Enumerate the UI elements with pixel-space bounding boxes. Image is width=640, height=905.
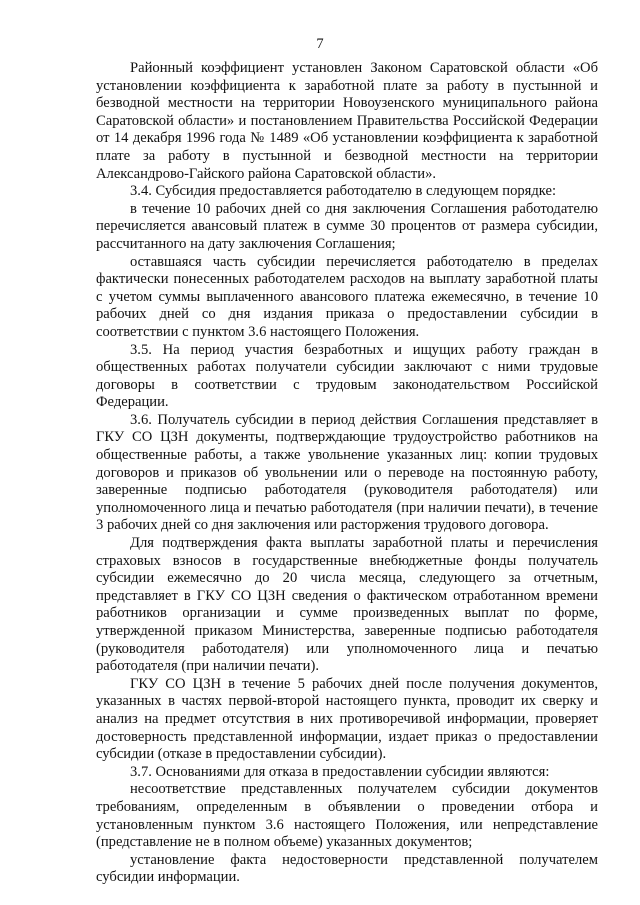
paragraph-3-4-heading: 3.4. Субсидия предоставляется работодателю в следующем порядке: [130, 183, 557, 200]
page-number: 7 [316, 36, 324, 52]
paragraph-3-5: 3.5. На период участия безработных и ищущих работу граждан в общественных работах получатели субсидии заключают с ними трудовые договоры в соответствии с трудовым законодательством Российской Федерации. [96, 341, 598, 411]
paragraph-regional-coefficient: Районный коэффициент установлен Законом Саратовской области «Об установлении коэффициента к заработной плате за работу в пустынной и безводной местности на территории Новоузенского муниципального района Саратовской области» и постановлением Правительства Российской Федерации от 14 декабря 1996 года № 1489 «Об установлении коэффициента к заработной плате за работу в пустынной и безводной местности на территории Александрово-Гайского района Саратовской области». [96, 60, 598, 182]
paragraph-advance-payment: в течение 10 рабочих дней со дня заключения Соглашения работодателю перечисляется авансовый платеж в сумме 30 процентов от размера субсидии, рассчитанного на дату заключения Соглашения; [96, 200, 598, 252]
paragraph-czn-review: ГКУ СО ЦЗН в течение 5 рабочих дней после получения документов, указанных в частях первой-второй настоящего пункта, проводит их сверку и анализ на предмет отсутствия в них противоречивой информации, проверяет достоверность представленной информации, издает приказ о предоставлении субсидии (отказе в предоставлении субсидии). [96, 675, 598, 763]
paragraph-salary-confirmation: Для подтверждения факта выплаты заработной платы и перечисления страховых взносов в государственные внебюджетные фонды получатель субсидии ежемесячно до 20 числа месяца, следующего за отчетным, представляет в ГКУ СО ЦЗН сведения о фактическом отработанном времени работников организации и сумме произведенных выплат по форме, утвержденной приказом Министерства, заверенные подписью работодателя (руководителя работодателя) или уполномоченного лица и печатью работодателя (при наличии печати). [96, 535, 598, 675]
paragraph-refusal-documents: несоответствие представленных получателем субсидии документов требованиям, определенным в объявлении о проведении отбора и установленным пунктом 3.6 настоящего Положения, или непредставление (представление не в полном объеме) указанных документов; [96, 781, 598, 851]
paragraph-3-7-heading: 3.7. Основаниями для отказа в предоставлении субсидии являются: [130, 763, 550, 780]
document-body [96, 60, 598, 887]
paragraph-3-6: 3.6. Получатель субсидии в период действия Соглашения представляет в ГКУ СО ЦЗН документы, подтверждающие трудоустройство работников на общественные работы, а также увольнение указанных лиц: копии трудовых договоров и приказов об увольнении или о переводе на постоянную работу, заверенные подписью работодателя (руководителя работодателя) или уполномоченного лица и печатью работодателя (при наличии печати), в течение 3 рабочих дней со дня заключения или расторжения трудового договора. [96, 411, 598, 534]
paragraph-remaining-subsidy: оставшаяся часть субсидии перечисляется работодателю в пределах фактически понесенных работодателем расходов на выплату заработной платы с учетом суммы выплаченного авансового платежа ежемесячно, в течение 10 рабочих дней со дня издания приказа о предоставлении субсидии в соответствии с пунктом 3.6 настоящего Положения. [96, 253, 598, 340]
paragraph-refusal-unreliable-info: установление факта недостоверности представленной получателем субсидии информации. [96, 851, 598, 886]
